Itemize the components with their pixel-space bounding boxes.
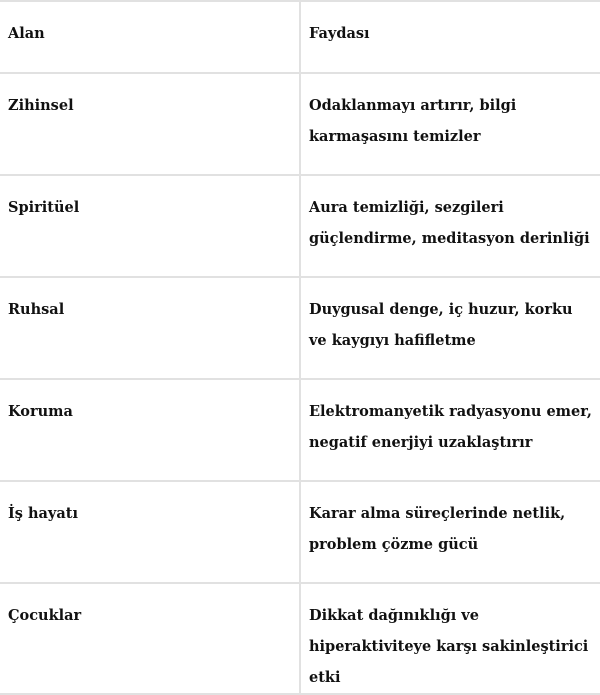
table-row xyxy=(0,277,600,379)
cell-benefit: Duygusal denge, iç huzur, korku ve kaygıyı hafifletme xyxy=(300,277,600,379)
cell-area: Zihinsel xyxy=(0,73,300,175)
cell-benefit: Elektromanyetik radyasyonu emer, negatif enerjiyi uzaklaştırır xyxy=(300,379,600,481)
cell-area: Koruma xyxy=(0,379,300,481)
cell-area: İş hayatı xyxy=(0,481,300,583)
table-header-row xyxy=(0,1,600,73)
cell-area: Spiritüel xyxy=(0,175,300,277)
cell-area: Ruhsal xyxy=(0,277,300,379)
table-row xyxy=(0,379,600,481)
header-area: Alan xyxy=(0,1,300,73)
cell-benefit: Odaklanmayı artırır, bilgi karmaşasını temizler xyxy=(300,73,600,175)
table-row xyxy=(0,175,600,277)
table-row xyxy=(0,481,600,583)
table-row xyxy=(0,583,600,694)
cell-benefit: Dikkat dağınıklığı ve hiperaktiviteye karşı sakinleştirici etki xyxy=(300,583,600,694)
cell-area: Çocuklar xyxy=(0,583,300,694)
table-row xyxy=(0,73,600,175)
header-benefit: Faydası xyxy=(300,1,600,73)
cell-benefit: Aura temizliği, sezgileri güçlendirme, meditasyon derinliği xyxy=(300,175,600,277)
cell-benefit: Karar alma süreçlerinde netlik, problem çözme gücü xyxy=(300,481,600,583)
